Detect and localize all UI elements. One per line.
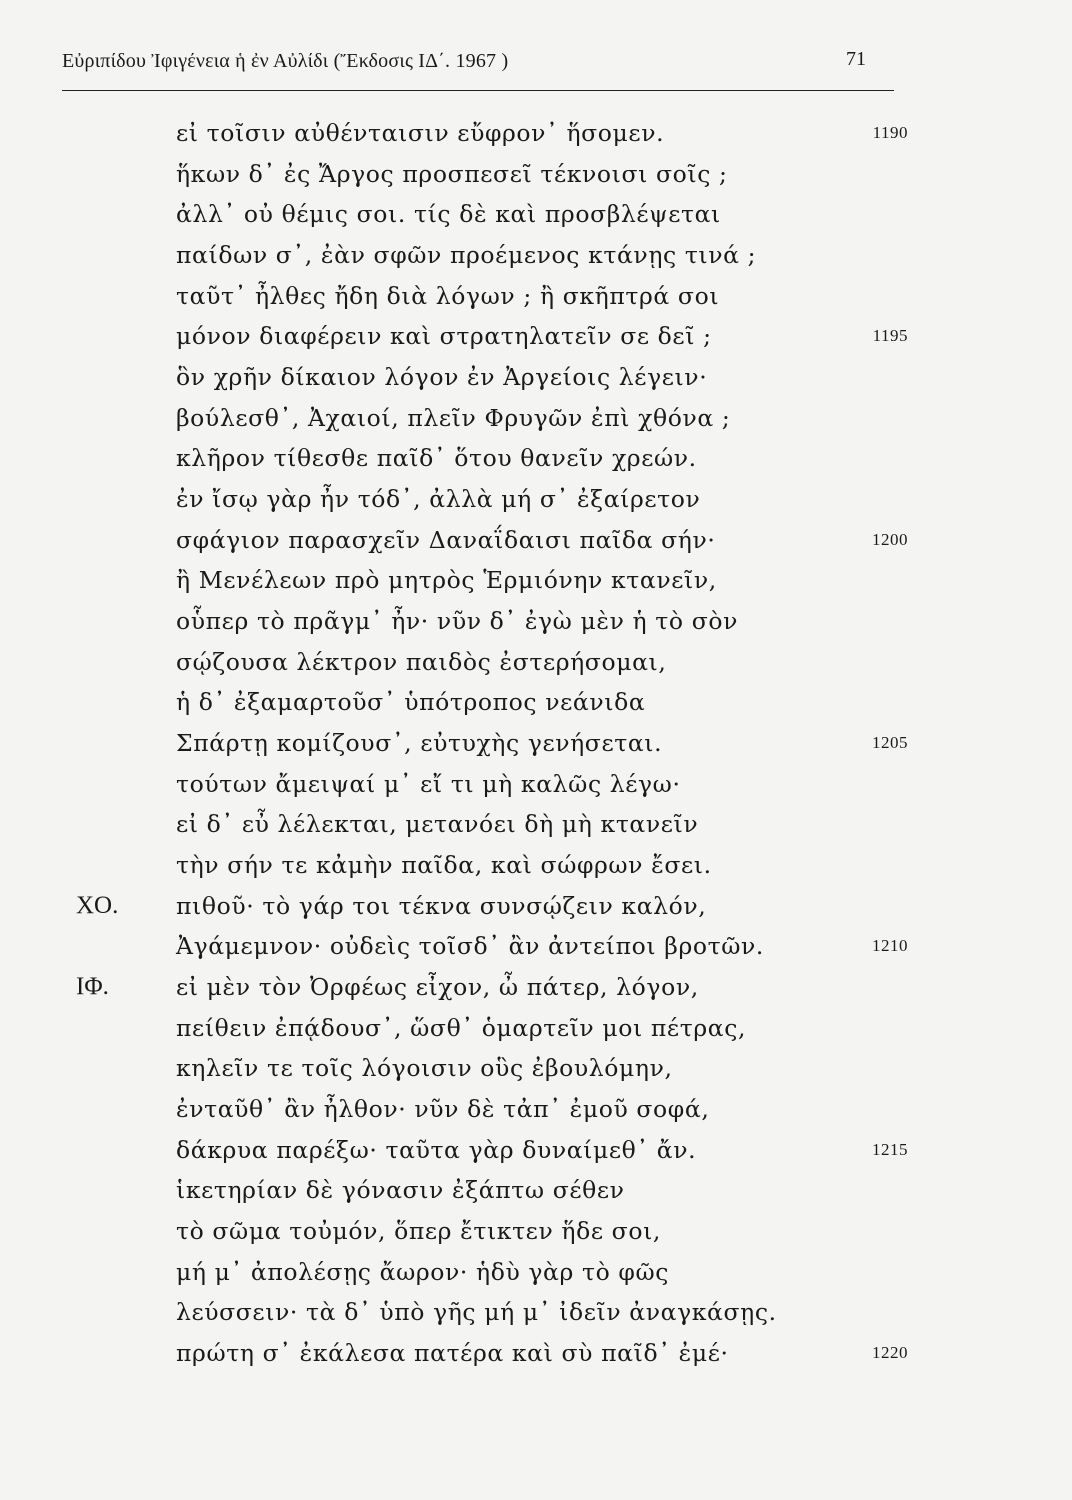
- verse-line: ἱκετηρίαν δὲ γόνασιν ἐξάπτω σέθεν: [176, 1176, 625, 1204]
- speaker-label: ΧΟ.: [76, 892, 119, 919]
- line-number: 1200: [872, 530, 908, 549]
- verse-line: μόνον διαφέρειν καὶ στρατηλατεῖν σε δεῖ ;: [176, 322, 712, 350]
- verse-line: δάκρυα παρέξω· ταῦτα γὰρ δυναίμεθ᾽ ἄν.: [176, 1136, 697, 1164]
- line-number: 1210: [872, 936, 908, 955]
- page-number: 71: [846, 48, 866, 70]
- verse-line: κλῆρον τίθεσθε παῖδ᾽ ὅτου θανεῖν χρεών.: [176, 444, 697, 472]
- verse-line: σφάγιον παρασχεῖν Δαναΐδαισι παῖδα σήν·: [176, 526, 716, 554]
- verse-line: πρώτη σ᾽ ἐκάλεσα πατέρα καὶ σὺ παῖδ᾽ ἐμέ·: [176, 1339, 729, 1367]
- speaker-label: ΙΦ.: [76, 973, 109, 1000]
- line-number: 1190: [872, 123, 908, 142]
- verse-line: τούτων ἄμειψαί μ᾽ εἴ τι μὴ καλῶς λέγω·: [176, 770, 681, 798]
- verse-line: ἀλλ᾽ οὐ θέμις σοι. τίς δὲ καὶ προσβλέψεται: [176, 200, 721, 228]
- line-number: 1220: [872, 1343, 908, 1362]
- verse-line: Ἀγάμεμνον· οὐδεὶς τοῖσδ᾽ ἂν ἀντείποι βροτῶν.: [176, 932, 764, 960]
- verse-line: ἡ δ᾽ ἐξαμαρτοῦσ᾽ ὑπότροπος νεάνιδα: [176, 688, 646, 716]
- verse-line: μή μ᾽ ἀπολέσῃς ἄωρον· ἡδὺ γὰρ τὸ φῶς: [176, 1258, 669, 1286]
- verse-line: τὸ σῶμα τοὐμόν, ὅπερ ἔτικτεν ἥδε σοι,: [176, 1217, 661, 1245]
- verse-line: βούλεσθ᾽, Ἀχαιοί, πλεῖν Φρυγῶν ἐπὶ χθόνα ;: [176, 404, 731, 432]
- line-number: 1215: [872, 1140, 908, 1159]
- verse-line: εἰ δ᾽ εὖ λέλεκται, μετανόει δὴ μὴ κτανεῖν: [176, 810, 699, 838]
- verse-line: ἐνταῦθ᾽ ἂν ἦλθον· νῦν δὲ τἀπ᾽ ἐμοῦ σοφά,: [176, 1095, 710, 1123]
- verse-line: ἥκων δ᾽ ἐς Ἄργος προσπεσεῖ τέκνοισι σοῖς ;: [176, 160, 728, 188]
- verse-line: λεύσσειν· τὰ δ᾽ ὑπὸ γῆς μή μ᾽ ἰδεῖν ἀναγκάσῃς.: [176, 1298, 777, 1326]
- verse-line: ἐν ἴσῳ γὰρ ἦν τόδ᾽, ἀλλὰ μή σ᾽ ἐξαίρετον: [176, 485, 701, 513]
- verse-line: ἢ Μενέλεων πρὸ μητρὸς Ἑρμιόνην κτανεῖν,: [176, 566, 717, 594]
- verse-line: σῴζουσα λέκτρον παιδὸς ἐστερήσομαι,: [176, 648, 667, 676]
- verse-line: τὴν σήν τε κἀμὴν παῖδα, καὶ σώφρων ἔσει.: [176, 851, 712, 879]
- verse-line: πιθοῦ· τὸ γάρ τοι τέκνα συνσῴζειν καλόν,: [176, 892, 707, 920]
- line-number: 1205: [872, 733, 908, 752]
- verse-line: ταῦτ᾽ ἦλθες ἤδη διὰ λόγων ; ἢ σκῆπτρά σοι: [176, 282, 720, 310]
- verse-line: παίδων σ᾽, ἐὰν σφῶν προέμενος κτάνῃς τινά ;: [176, 241, 757, 269]
- verse-line: πείθειν ἐπᾴδουσ᾽, ὥσθ᾽ ὁμαρτεῖν μοι πέτρας,: [176, 1014, 747, 1042]
- verse-line: ὃν χρῆν δίκαιον λόγον ἐν Ἀργείοις λέγειν·: [176, 363, 708, 391]
- verse-line: εἰ μὲν τὸν Ὀρφέως εἶχον, ὦ πάτερ, λόγον,: [176, 973, 699, 1001]
- line-number: 1195: [872, 326, 908, 345]
- verse-line: οὗπερ τὸ πρᾶγμ᾽ ἦν· νῦν δ᾽ ἐγὼ μὲν ἡ τὸ σὸν: [176, 607, 738, 635]
- running-title: Εὐριπίδου Ἰφιγένεια ἡ ἐν Αὐλίδι (Ἔκδοσις ΙΔ΄. 1967 ): [62, 50, 509, 72]
- verse-line: κηλεῖν τε τοῖς λόγοισιν οὓς ἐβουλόμην,: [176, 1054, 673, 1082]
- verse-line: εἰ τοῖσιν αὐθένταισιν εὔφρον᾽ ἥσομεν.: [176, 119, 665, 147]
- verse-line: Σπάρτῃ κομίζουσ᾽, εὐτυχὴς γενήσεται.: [176, 729, 663, 757]
